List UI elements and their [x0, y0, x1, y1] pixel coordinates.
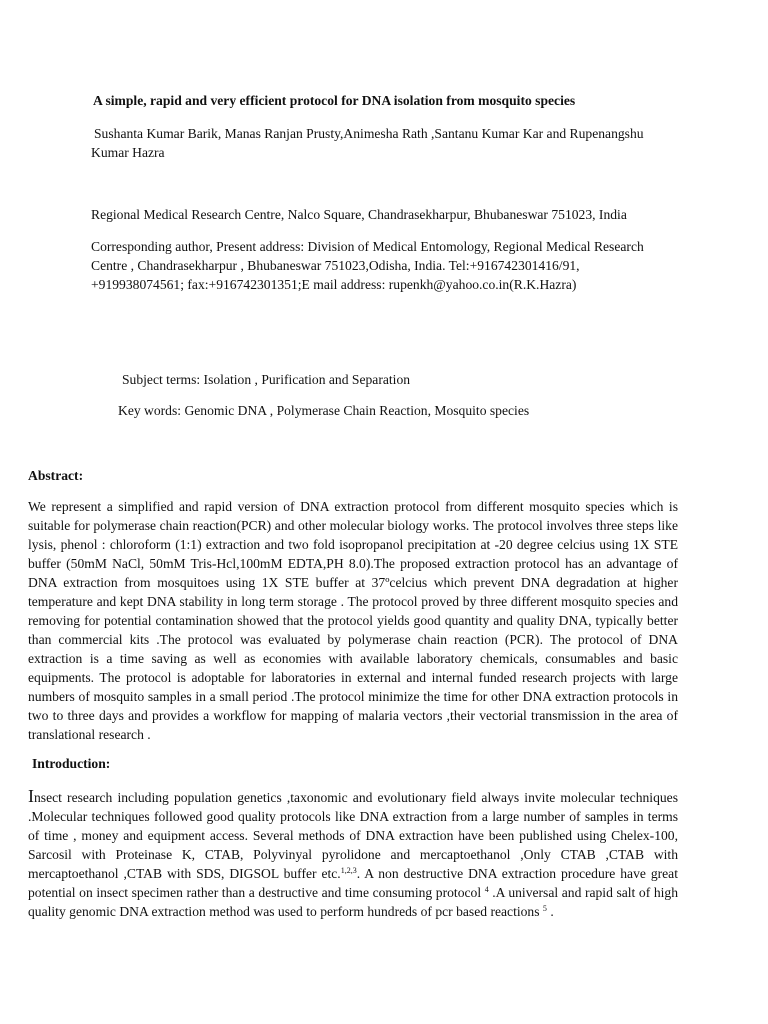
citation-ref: 5 [542, 904, 547, 913]
introduction-heading: Introduction: [32, 756, 111, 771]
introduction-body [28, 788, 678, 921]
intro-text-4: . [546, 904, 554, 919]
key-words: Key words: Genomic DNA , Polymerase Chain Reaction, Mosquito species [118, 403, 530, 418]
intro-text-1: nsect research including population genetics ,taxonomic and evolutionary field always invite molecular techniques .Molecular techniques followed good quality protocols like DNA extraction from a large number of samples in terms of time , money and equipment access. Several methods of DNA extraction have been published using Chelex-100, Sarcosil with Proteinase K, CTAB, Polyvinyal pyrolidone and mercaptoethanol ,Only CTAB ,CTAB with mercaptoethanol ,CTAB with SDS, DIGSOL buffer etc. [28, 790, 678, 881]
subject-terms: Subject terms: Isolation , Purification and Separation [122, 372, 411, 387]
citation-ref: 1,2,3 [340, 866, 357, 875]
intro-text-3: .A universal and rapid salt of high quality genomic DNA extraction method was used to perform hundreds of pcr based reactions [28, 885, 678, 919]
drop-cap: I [28, 786, 34, 806]
abstract-heading: Abstract: [28, 468, 84, 483]
abstract-body: We represent a simplified and rapid version of DNA extraction protocol from different mosquito species which is suitable for polymerase chain reaction(PCR) and other molecular biology works. The protocol involves three steps like lysis, phenol : chloroform (1:1) extraction and two fold isopropanol precipitation at -20 degree celcius using 1X STE buffer (50mM NaCl, 50mM Tris-Hcl,100mM EDTA,PH 8.0).The proposed extraction protocol has an advantage of DNA extraction from mosquitoes using 1X STE buffer at 37ºcelcius which prevent DNA degradation at higher temperature and kept DNA stability in long term storage . The protocol proved by three different mosquito species and removing for potential contamination showed that the protocol yields good quantity and quality DNA, typically better than commercial kits .The protocol was evaluated by polymerase chain reaction (PCR). The protocol of DNA extraction is a time saving as well as economies with available laboratory chemicals, consumables and basic equipments. The protocol is adoptable for laboratories in external and internal funded research projects with large numbers of mosquito samples in a small period .The protocol minimize the time for other DNA extraction protocols in two to three days and provides a workflow for mapping of malaria vectors ,their vectorial transmission in the area of translational research . [28, 499, 678, 742]
author-list: Sushanta Kumar Barik, Manas Ranjan Prusty,Animesha Rath ,Santanu Kumar Kar and Rupenangshu Kumar Hazra [91, 126, 644, 160]
affiliation: Regional Medical Research Centre, Nalco Square, Chandrasekharpur, Bhubaneswar 751023, India [91, 207, 627, 222]
intro-text-2: . A non destructive DNA extraction procedure have great potential on insect specimen rather than a destructive and time consuming protocol [28, 866, 678, 900]
citation-ref: 4 [484, 885, 489, 894]
corresponding-author: Corresponding author, Present address: Division of Medical Entomology, Regional Medical Research Centre , Chandrasekharpur , Bhubaneswar 751023,Odisha, India. Tel:+916742301416/91, +919938074561; fax:+916742301351;E mail address: rupenkh@yahoo.co.in(R.K.Hazra) [91, 239, 644, 292]
paper-title: A simple, rapid and very efficient protocol for DNA isolation from mosquito species [93, 93, 576, 108]
